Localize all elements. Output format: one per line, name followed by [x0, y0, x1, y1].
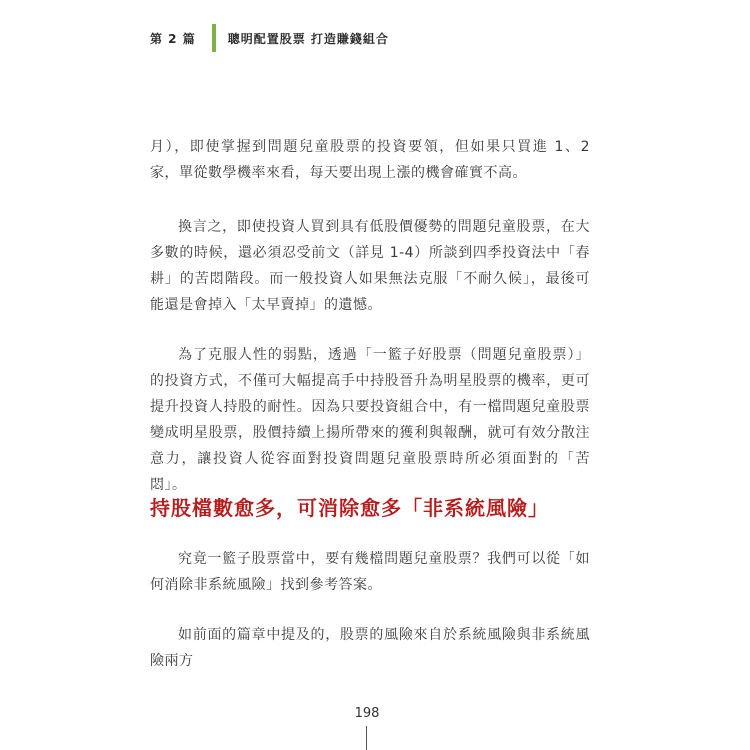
page-number-rule	[366, 726, 367, 750]
paragraph: 究竟一籃子股票當中，要有幾檔問題兒童股票？我們可以從「如何消除非系統風險」找到參考答案。	[150, 551, 590, 593]
chapter-title: 聰明配置股票 打造賺錢組合	[227, 31, 389, 46]
paragraph: 換言之，即使投資人買到具有低股價優勢的問題兒童股票，在大多數的時候，還必須忍受前文（詳見 1-4）所談到四季投資法中「春耕」的苦悶階段。而一般投資人如果無法克服「不耐久候」，最後可能還是會掉入「太早賣掉」的遺憾。	[150, 219, 590, 313]
section-heading: 持股檔數愈多，可消除愈多「非系統風險」	[150, 496, 549, 520]
paragraph: 為了克服人性的弱點，透過「一籃子好股票（問題兒童股票）」的投資方式，不僅可大幅提高手中持股晉升為明星股票的機率，更可提升投資人持股的耐性。因為只要投資組合中，有一檔問題兒童股票變成明星股票，股價持續上揚所帶來的獲利與報酬，就可有效分散注意力，讓投資人從容面對投資問題兒童股票時所必須面對的「苦悶」。	[150, 347, 590, 493]
running-header	[150, 24, 389, 52]
paragraph: 如前面的篇章中提及的，股票的風險來自於系統風險與非系統風險兩方	[150, 627, 590, 669]
header-accent-bar	[212, 24, 216, 52]
part-label: 第 2 篇	[150, 31, 196, 46]
paragraph-continued: 月），即使掌握到問題兒童股票的投資要領，但如果只買進 1、2 家，單從數學機率來看，每天要出現上漲的機會確實不高。	[150, 139, 590, 181]
page-number: 198	[354, 706, 380, 721]
